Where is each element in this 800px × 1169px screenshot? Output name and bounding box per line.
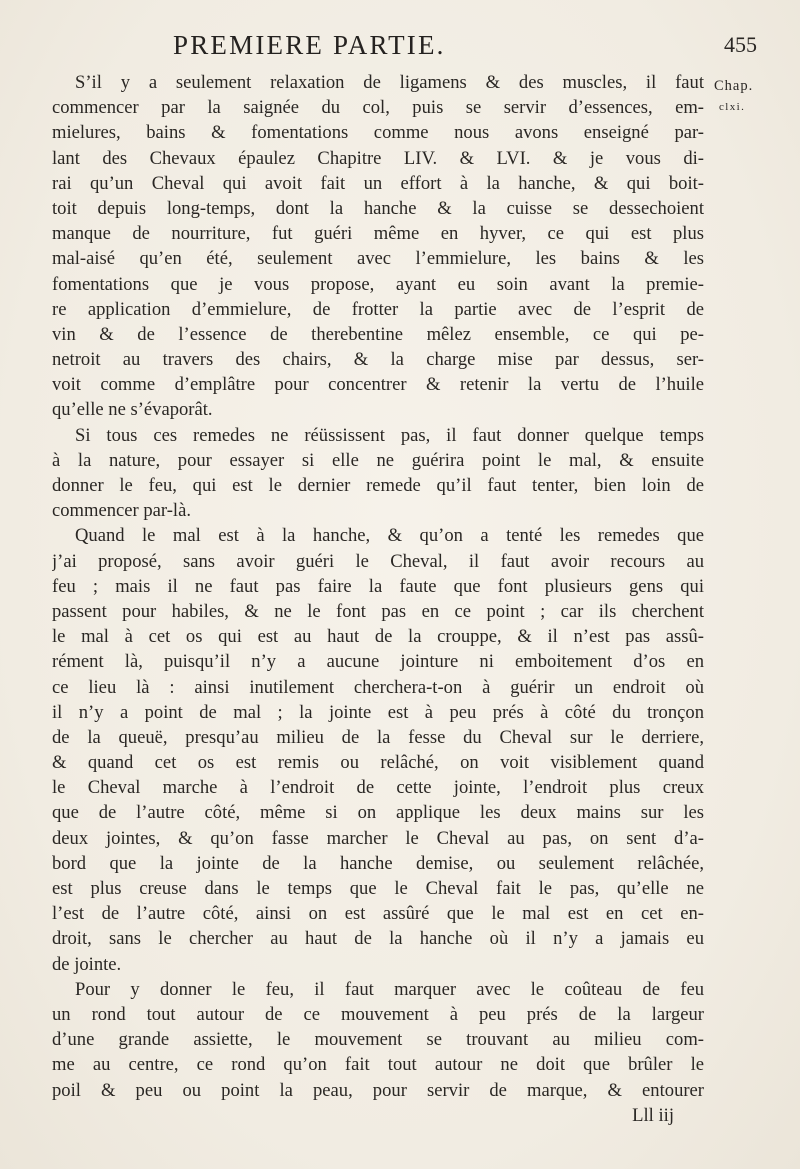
text-line: d’une grande assiette, le mouvement se trouvant au milieu com- <box>52 1029 704 1051</box>
text-line: est plus creuse dans le temps que le Cheval fait le pas, qu’elle ne <box>52 878 704 899</box>
text-line: qu’elle ne s’évaporât. <box>52 399 213 421</box>
text-line: rai qu’un Cheval qui avoit fait un effort à la hanche, & qui boit- <box>52 172 704 194</box>
page-number: 455 <box>724 32 757 57</box>
text-line: j’ai proposé, sans avoir guéri le Cheval, il faut avoir recours au <box>52 550 704 572</box>
text-line: voit comme d’emplâtre pour concentrer & retenir la vertu de l’huile <box>52 374 704 396</box>
text-line: S’il y a seulement relaxation de ligamens & des muscles, il faut <box>75 72 704 93</box>
text-line: & quand cet os est remis ou relâché, on voit visiblement quand <box>52 752 704 774</box>
text-line: Pour y donner le feu, il faut marquer avec le coûteau de feu <box>75 978 704 1000</box>
marginal-chapter-note <box>714 76 753 118</box>
signature-mark: Lll iij <box>632 1104 674 1126</box>
text-line: passent pour habiles, & ne le font pas en ce point ; car ils cherchent <box>52 600 704 622</box>
text-line: Si tous ces remedes ne réüssissent pas, il faut donner quelque temps <box>75 424 704 446</box>
text-line: rément là, puisqu’il n’y a aucune jointure ni emboitement d’os en <box>52 651 704 673</box>
text-line: l’est de l’autre côté, ainsi on est assûré que le mal est en cet en- <box>52 903 704 925</box>
text-line: donner le feu, qui est le dernier remede qu’il faut tenter, bien loin de <box>52 475 704 496</box>
text-line: Quand le mal est à la hanche, & qu’on a tenté les remedes que <box>75 525 704 547</box>
body-text <box>52 70 704 1128</box>
page-header <box>0 22 800 62</box>
text-line: commencer par-là. <box>52 500 191 522</box>
text-line: lant des Chevaux épaulez Chapitre LIV. & LVI. & je vous di- <box>52 147 704 169</box>
text-line: toit depuis long-temps, dont la hanche & la cuisse se dessechoient <box>52 197 704 219</box>
text-line: de la queuë, presqu’au milieu de la fesse du Cheval sur le derriere, <box>52 726 704 748</box>
text-line: il n’y a point de mal ; la jointe est à peu prés à côté du tronçon <box>52 701 704 723</box>
text-line: vin & de l’essence de therebentine mêlez ensemble, ce qui pe- <box>52 323 704 345</box>
text-line: bord que la jointe de la hanche demise, ou seulement relâchée, <box>52 852 704 874</box>
text-line: le Cheval marche à l’endroit de cette jointe, l’endroit plus creux <box>52 777 704 799</box>
text-line: feu ; mais il ne faut pas faire la faute que font plusieurs gens qui <box>52 575 704 597</box>
text-line: de jointe. <box>52 953 122 975</box>
marginal-chapter-number: clxi. <box>719 101 746 113</box>
text-line: mielures, bains & fomentations comme nous avons enseigné par- <box>52 122 704 144</box>
text-line: un rond tout autour de ce mouvement à peu prés de la largeur <box>52 1003 704 1025</box>
text-line: deux jointes, & qu’on fasse marcher le Cheval au pas, on sent d’a- <box>52 827 704 849</box>
text-line: mal-aisé qu’en été, seulement avec l’emmielure, les bains & les <box>52 248 704 270</box>
text-line: à la nature, pour essayer si elle ne guérira point le mal, & ensuite <box>52 449 704 471</box>
text-line: droit, sans le chercher au haut de la hanche où il n’y a jamais eu <box>52 928 704 950</box>
text-line: que de l’autre côté, même si on applique les deux mains sur les <box>52 802 704 824</box>
text-line: commencer par la saignée du col, puis se servir d’essences, em- <box>52 97 704 119</box>
marginal-chapter-label: Chap. <box>714 78 754 94</box>
text-line: me au centre, ce rond qu’on fait tout autour ne doit que brûler le <box>52 1054 704 1076</box>
text-line: le mal à cet os qui est au haut de la crouppe, & il n’est pas assû- <box>52 626 704 648</box>
text-line: ce lieu là : ainsi inutilement cherchera-t-on à guérir un endroit où <box>52 676 704 698</box>
text-line: manque de nourriture, fut guéri même en hyver, ce qui est plus <box>52 223 704 245</box>
text-line: fomentations que je vous propose, ayant eu soin avant la premie- <box>52 273 704 295</box>
text-line: netroit au travers des chairs, & la charge mise par dessus, ser- <box>52 349 704 371</box>
text-line: re application d’emmielure, de frotter la partie avec de l’esprit de <box>52 298 704 320</box>
text-line: poil & peu ou point la peau, pour servir de marque, & entourer <box>52 1079 704 1101</box>
running-title: PREMIERE PARTIE. <box>173 30 446 60</box>
